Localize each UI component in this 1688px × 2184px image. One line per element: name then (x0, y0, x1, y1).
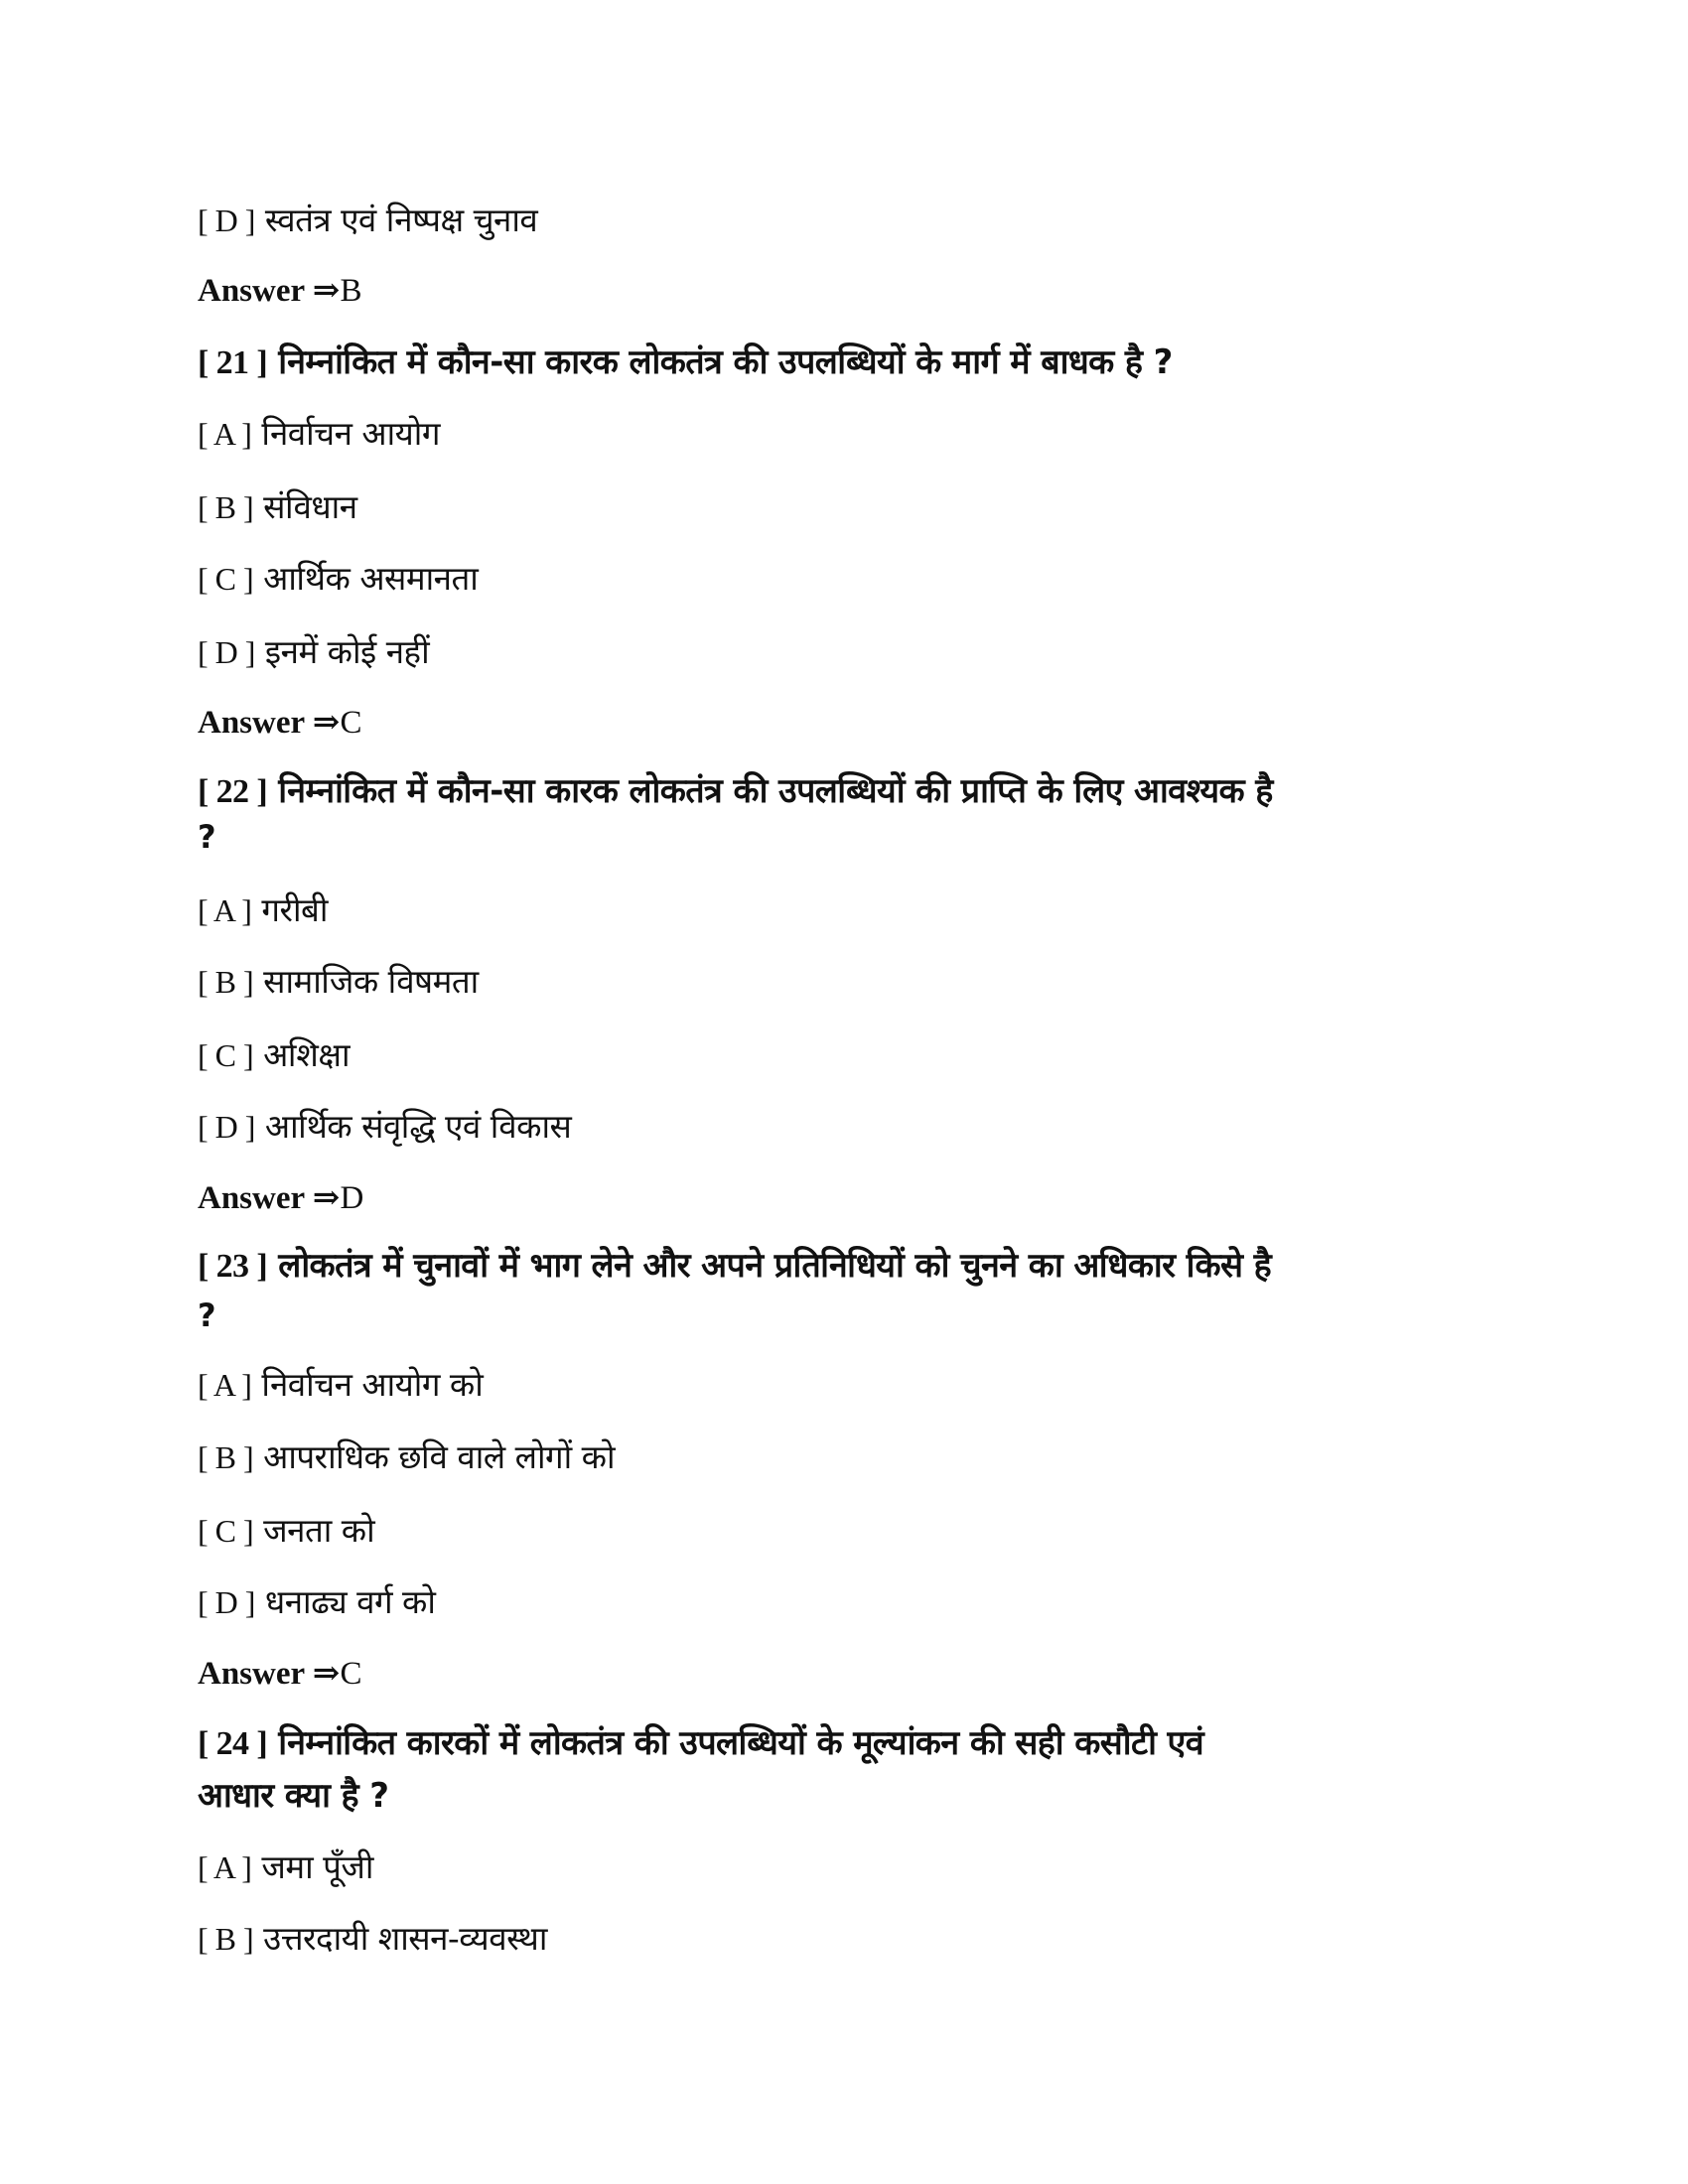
question-24 (198, 1718, 1203, 1768)
answer-prefix: Answer ⇒ (198, 273, 341, 309)
option-b-q23 (198, 1433, 615, 1482)
question-22-continuation: ? (198, 818, 215, 856)
option-b-q24 (198, 1914, 547, 1964)
option-label: [ C ] (198, 1037, 254, 1073)
question-21 (198, 338, 1173, 387)
answer-prefix: Answer ⇒ (198, 1180, 341, 1216)
answer-q20 (198, 266, 361, 316)
option-label: [ B ] (198, 489, 254, 525)
option-text: गरीबी (261, 890, 328, 929)
option-label: [ C ] (198, 561, 254, 597)
option-c-q21 (198, 554, 478, 604)
question-text: निम्नांकित में कौन-सा कारक लोकतंत्र की उपलब्धियों की प्राप्ति के लिए आवश्यक है (278, 771, 1273, 811)
option-a-q21 (198, 409, 440, 459)
option-label: [ B ] (198, 1921, 254, 1957)
option-c-q22 (198, 1030, 350, 1080)
answer-value: B (340, 273, 362, 309)
option-label: [ D ] (198, 1109, 255, 1145)
answer-value: D (340, 1180, 364, 1216)
question-number: [ 21 ] (198, 344, 268, 381)
option-c-q23 (198, 1506, 374, 1556)
option-text: निर्वाचन आयोग को (261, 1365, 484, 1404)
option-label: [ A ] (198, 1367, 252, 1403)
option-d-q20 (198, 196, 537, 245)
option-b-q21 (198, 482, 357, 532)
option-a-q23 (198, 1360, 483, 1410)
option-text: इनमें कोई नहीं (264, 632, 430, 671)
option-d-q22 (198, 1102, 571, 1152)
option-d-q23 (198, 1577, 435, 1627)
question-text: निम्नांकित में कौन-सा कारक लोकतंत्र की उपलब्धियों के मार्ग में बाधक है ? (278, 342, 1173, 382)
option-b-q22 (198, 957, 479, 1007)
answer-prefix: Answer ⇒ (198, 1656, 341, 1692)
question-number: [ 22 ] (198, 773, 268, 810)
answer-value: C (340, 705, 362, 741)
answer-q23 (198, 1649, 361, 1699)
option-a-q22 (198, 886, 328, 935)
option-label: [ D ] (198, 203, 255, 238)
option-label: [ A ] (198, 416, 252, 452)
option-label: [ D ] (198, 1584, 255, 1620)
answer-q22 (198, 1173, 363, 1223)
option-text: सामाजिक विषमता (263, 962, 479, 1001)
option-text: निर्वाचन आयोग (261, 414, 440, 453)
question-number: [ 24 ] (198, 1725, 268, 1762)
option-label: [ A ] (198, 1849, 252, 1885)
answer-prefix: Answer ⇒ (198, 705, 341, 741)
option-label: [ B ] (198, 964, 254, 1000)
option-text: जनता को (263, 1511, 375, 1550)
question-number: [ 23 ] (198, 1248, 268, 1285)
question-text: लोकतंत्र में चुनावों में भाग लेने और अपने प्रतिनिधियों को चुनने का अधिकार किसे है (278, 1246, 1272, 1286)
question-23-continuation: ? (198, 1297, 215, 1334)
option-text: अशिक्षा (263, 1035, 351, 1074)
option-d-q21 (198, 627, 429, 677)
option-a-q24 (198, 1843, 373, 1892)
answer-q21 (198, 698, 361, 748)
option-label: [ C ] (198, 1513, 254, 1549)
option-text: स्वतंत्र एवं निष्पक्ष चुनाव (264, 201, 538, 239)
option-text: जमा पूँजी (261, 1847, 373, 1886)
option-text: आपराधिक छवि वाले लोगों को (263, 1437, 616, 1476)
option-text: संविधान (263, 487, 357, 526)
question-23 (198, 1241, 1271, 1291)
option-text: धनाढ्य वर्ग को (264, 1582, 436, 1621)
question-text: निम्नांकित कारकों में लोकतंत्र की उपलब्धियों के मूल्यांकन की सही कसौटी एवं (278, 1723, 1204, 1763)
option-label: [ B ] (198, 1439, 254, 1475)
question-22 (198, 766, 1273, 816)
answer-value: C (340, 1656, 362, 1692)
option-text: आर्थिक संवृद्धि एवं विकास (264, 1107, 572, 1146)
option-label: [ D ] (198, 634, 255, 670)
option-label: [ A ] (198, 892, 252, 928)
question-24-continuation: आधार क्या है ? (198, 1776, 389, 1816)
option-text: आर्थिक असमानता (263, 559, 479, 598)
option-text: उत्तरदायी शासन-व्यवस्था (263, 1919, 547, 1958)
